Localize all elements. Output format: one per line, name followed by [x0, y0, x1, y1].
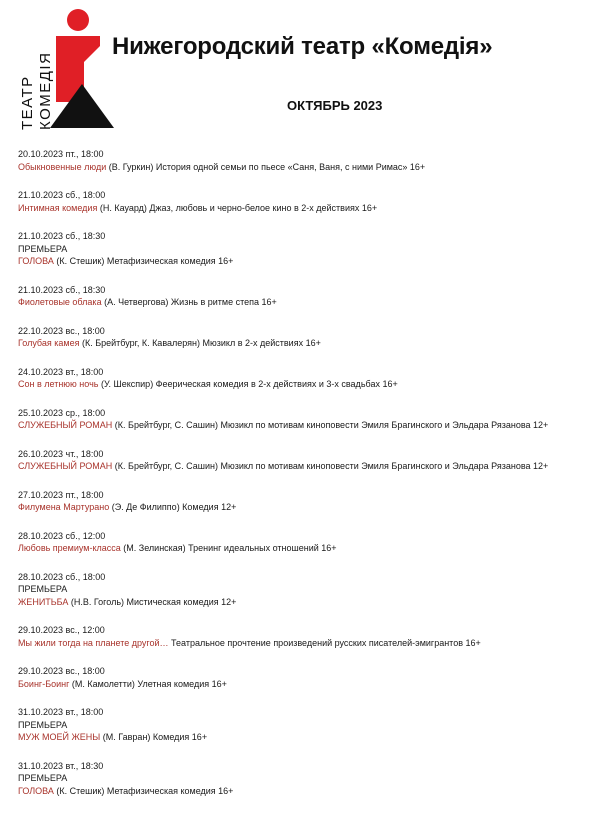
event-details: (Н.В. Гоголь) Мистическая комедия 12+	[68, 596, 237, 607]
event-item	[18, 407, 610, 432]
event-date: 21.10.2023 сб., 18:30	[18, 284, 106, 295]
logo-red-dot	[67, 9, 89, 31]
event-title-link[interactable]: Фиолетовые облака	[18, 297, 102, 307]
event-item	[18, 665, 610, 690]
event-details: (В. Гуркин) История одной семьи по пьесе «Саня, Ваня, с ними Римас» 16+	[106, 161, 426, 172]
event-title-link[interactable]: СЛУЖЕБНЫЙ РОМАН	[18, 461, 113, 471]
theatre-title: Нижегородский театр «Комедiя»	[112, 33, 493, 60]
logo-text-top: ТЕАТР	[19, 75, 36, 130]
event-line	[18, 637, 610, 650]
event-date: 29.10.2023 вс., 18:00	[18, 666, 105, 676]
event-details: Театральное прочтение произведений русских писателей-эмигрантов 16+	[168, 637, 481, 648]
event-item	[18, 284, 610, 309]
event-line	[18, 501, 610, 514]
event-details: (К. Брейтбург, С. Сашин) Мюзикл по мотивам киноповести Эмиля Брагинского и Эльдара Рязанова 12+	[112, 461, 549, 471]
event-title-link[interactable]: Любовь премиум-класса	[18, 543, 121, 553]
event-title-link[interactable]: Мы жили тогда на планете другой…	[18, 637, 169, 648]
event-item	[18, 760, 610, 798]
event-title-link[interactable]: Сон в летнюю ночь	[18, 379, 99, 389]
event-line	[18, 161, 610, 174]
event-item	[18, 189, 610, 214]
event-item	[18, 148, 610, 173]
event-title-link[interactable]: Интимная комедия	[18, 202, 98, 213]
event-details: (К. Стешик) Метафизическая комедия 16+	[53, 256, 234, 266]
event-item	[18, 489, 610, 514]
premiere-label: ПРЕМЬЕРА	[18, 719, 68, 730]
event-title-link[interactable]: ГОЛОВА	[18, 785, 54, 796]
event-title-link[interactable]: Голубая камея	[18, 338, 80, 348]
event-title-link[interactable]: Обыкновенные люди	[18, 161, 107, 172]
event-item	[18, 571, 610, 609]
event-date: 31.10.2023 вт., 18:30	[18, 760, 104, 771]
event-line	[18, 337, 610, 350]
event-item	[18, 230, 610, 268]
event-title-link[interactable]: Боинг-Боинг	[18, 678, 70, 689]
event-details: (Э. Де Филиппо) Комедия 12+	[109, 502, 237, 512]
event-item	[18, 448, 610, 473]
event-line	[18, 296, 610, 309]
event-title-link[interactable]: СЛУЖЕБНЫЙ РОМАН	[18, 420, 113, 430]
event-line	[18, 542, 610, 555]
event-date: 26.10.2023 чт., 18:00	[18, 448, 104, 459]
premiere-label: ПРЕМЬЕРА	[18, 773, 68, 783]
event-item	[18, 624, 610, 649]
event-date: 28.10.2023 сб., 12:00	[18, 530, 106, 541]
event-date: 28.10.2023 сб., 18:00	[18, 571, 106, 582]
event-details: (К. Стешик) Метафизическая комедия 16+	[53, 785, 234, 796]
event-item	[18, 530, 610, 555]
event-date: 21.10.2023 сб., 18:00	[18, 190, 106, 200]
event-details: (М. Гавран) Комедия 16+	[100, 732, 208, 742]
event-date: 29.10.2023 вс., 12:00	[18, 625, 105, 635]
event-item	[18, 366, 610, 391]
event-line	[18, 419, 610, 432]
event-details: (К. Брейтбург, С. Сашин) Мюзикл по мотивам киноповести Эмиля Брагинского и Эльдара Рязанова 12+	[112, 420, 549, 430]
event-details: (М. Камолетти) Улетная комедия 16+	[69, 678, 227, 689]
event-line	[18, 460, 610, 473]
event-item	[18, 706, 610, 744]
event-details: (А. Четвергова) Жизнь в ритме степа 16+	[101, 297, 277, 307]
event-item	[18, 325, 610, 350]
event-date: 27.10.2023 пт., 18:00	[18, 489, 104, 500]
event-date: 20.10.2023 пт., 18:00	[18, 149, 104, 159]
event-line	[18, 255, 610, 268]
event-line	[18, 202, 610, 215]
event-details: (Н. Кауард) Джаз, любовь и черно-белое кино в 2-х действиях 16+	[97, 202, 378, 213]
event-title-link[interactable]: МУЖ МОЕЙ ЖЕНЫ	[18, 732, 101, 742]
event-details: (У. Шекспир) Феерическая комедия в 2-х действиях и 3-х свадьбах 16+	[98, 379, 398, 389]
logo-text-bottom: КОМЕДIЯ	[37, 51, 54, 130]
event-date: 25.10.2023 ср., 18:00	[18, 407, 106, 418]
event-title-link[interactable]: ГОЛОВА	[18, 256, 54, 266]
event-date: 22.10.2023 вс., 18:00	[18, 325, 105, 336]
theatre-logo	[12, 6, 116, 134]
month-heading: ОКТЯБРЬ 2023	[287, 98, 383, 113]
premiere-label: ПРЕМЬЕРА	[18, 243, 68, 254]
events-list	[18, 148, 610, 813]
event-date: 21.10.2023 сб., 18:30	[18, 231, 106, 241]
premiere-label: ПРЕМЬЕРА	[18, 584, 68, 594]
event-line	[18, 378, 610, 391]
event-title-link[interactable]: Филумена Мартурано	[18, 502, 110, 512]
event-date: 31.10.2023 вт., 18:00	[18, 707, 104, 717]
event-line	[18, 785, 610, 798]
event-details: (К. Брейтбург, К. Кавалерян) Мюзикл в 2-х действиях 16+	[79, 338, 321, 348]
event-line	[18, 678, 610, 691]
event-line	[18, 731, 610, 744]
event-date: 24.10.2023 вт., 18:00	[18, 366, 104, 377]
event-title-link[interactable]: ЖЕНИТЬБА	[18, 596, 69, 607]
event-line	[18, 596, 610, 609]
event-details: (М. Зелинская) Тренинг идеальных отношений 16+	[120, 543, 337, 553]
